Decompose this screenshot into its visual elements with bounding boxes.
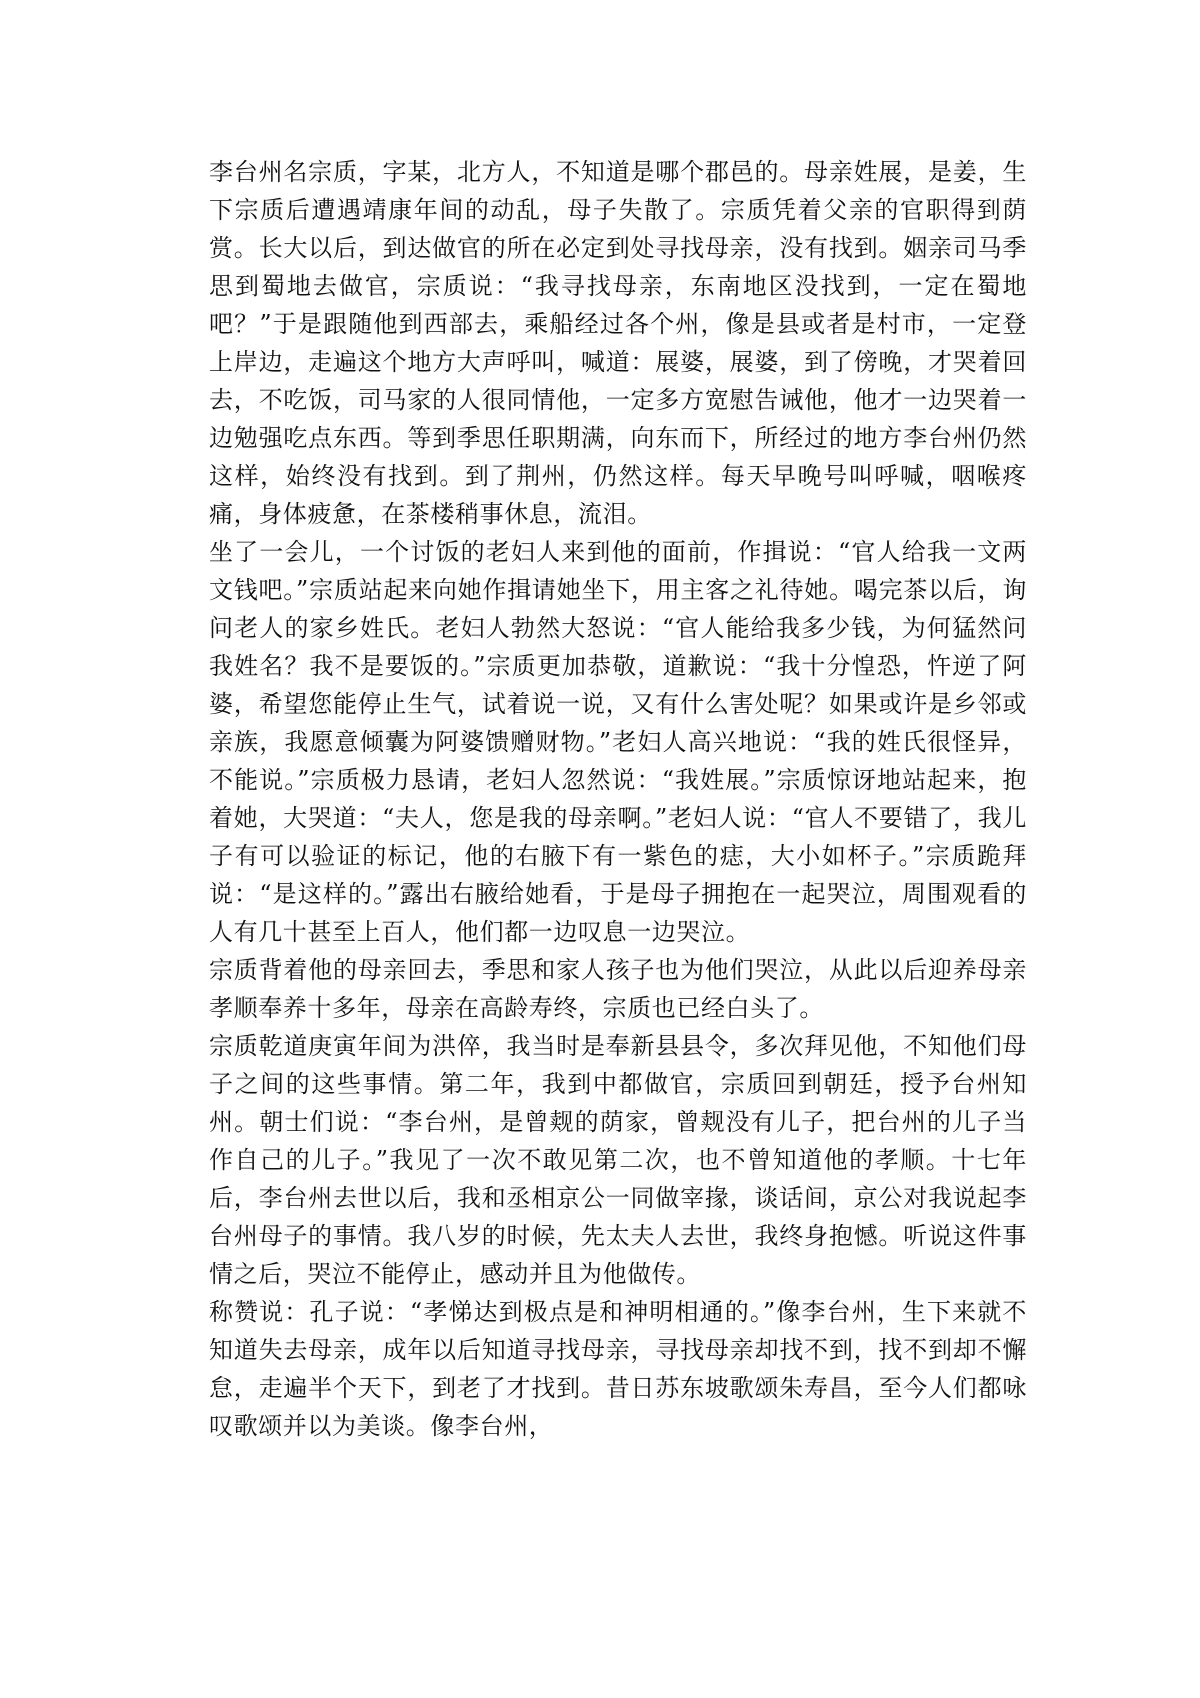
paragraph-1: 李台州名宗质，字某，北方人，不知道是哪个郡邑的。母亲姓展，是姜，生下宗质后遭遇靖康年间的动乱，母子失散了。宗质凭着父亲的官职得到荫赏。长大以后，到达做官的所在必定到处寻找母亲，没有找到。姻亲司马季思到蜀地去做官，宗质说：“我寻找母亲，东南地区没找到，一定在蜀地吧？”于是跟随他到西部去，乘船经过各个州，像是县或者是村市，一定登上岸边，走遍这个地方大声呼叫，喊道：展婆，展婆，到了傍晚，才哭着回去，不吃饭，司马家的人很同情他，一定多方宽慰告诫他，他才一边哭着一边勉强吃点东西。等到季思任职期满，向东而下，所经过的地方李台州仍然这样，始终没有找到。到了荆州，仍然这样。每天早晚号叫呼喊，咽喉疼痛，身体疲惫，在茶楼稍事休息，流泪。 [209, 158, 1027, 528]
paragraph-3: 宗质背着他的母亲回去，季思和家人孩子也为他们哭泣，从此以后迎养母亲孝顺奉养十多年，母亲在高龄寿终，宗质也已经白头了。 [209, 956, 1027, 1022]
paragraph-5: 称赞说：孔子说：“孝悌达到极点是和神明相通的。”像李台州，生下来就不知道失去母亲，成年以后知道寻找母亲，寻找母亲却找不到，找不到却不懈怠，走遍半个天下，到老了才找到。昔日苏东坡歌颂朱寿昌，至今人们都咏叹歌颂并以为美谈。像李台州， [209, 1298, 1027, 1440]
paragraph-4: 宗质乾道庚寅年间为洪倅，我当时是奉新县县令，多次拜见他，不知他们母子之间的这些事情。第二年，我到中都做官，宗质回到朝廷，授予台州知州。朝士们说：“李台州，是曾觌的荫家，曾觌没有儿子，把台州的儿子当作自己的儿子。”我见了一次不敢见第二次，也不曾知道他的孝顺。十七年后，李台州去世以后，我和丞相京公一同做宰掾，谈话间，京公对我说起李台州母子的事情。我八岁的时候，先太夫人去世，我终身抱憾。听说这件事情之后，哭泣不能停止，感动并且为他做传。 [209, 1032, 1027, 1288]
body-text [209, 153, 1027, 1445]
paragraph-2: 坐了一会儿，一个讨饭的老妇人来到他的面前，作揖说：“官人给我一文两文钱吧。”宗质站起来向她作揖请她坐下，用主客之礼待她。喝完茶以后，询问老人的家乡姓氏。老妇人勃然大怒说：“官人能给我多少钱，为何猛然问我姓名？我不是要饭的。”宗质更加恭敬，道歉说：“我十分惶恐，忤逆了阿婆，希望您能停止生气，试着说一说，又有什么害处呢？如果或许是乡邻或亲族，我愿意倾囊为阿婆馈赠财物。”老妇人高兴地说：“我的姓氏很怪异，不能说。”宗质极力恳请，老妇人忽然说：“我姓展。”宗质惊讶地站起来，抱着她，大哭道：“夫人，您是我的母亲啊。”老妇人说：“官人不要错了，我儿子有可以验证的标记，他的右腋下有一紫色的痣，大小如杯子。”宗质跪拜说：“是这样的。”露出右腋给她看，于是母子拥抱在一起哭泣，周围观看的人有几十甚至上百人，他们都一边叹息一边哭泣。 [209, 538, 1027, 946]
